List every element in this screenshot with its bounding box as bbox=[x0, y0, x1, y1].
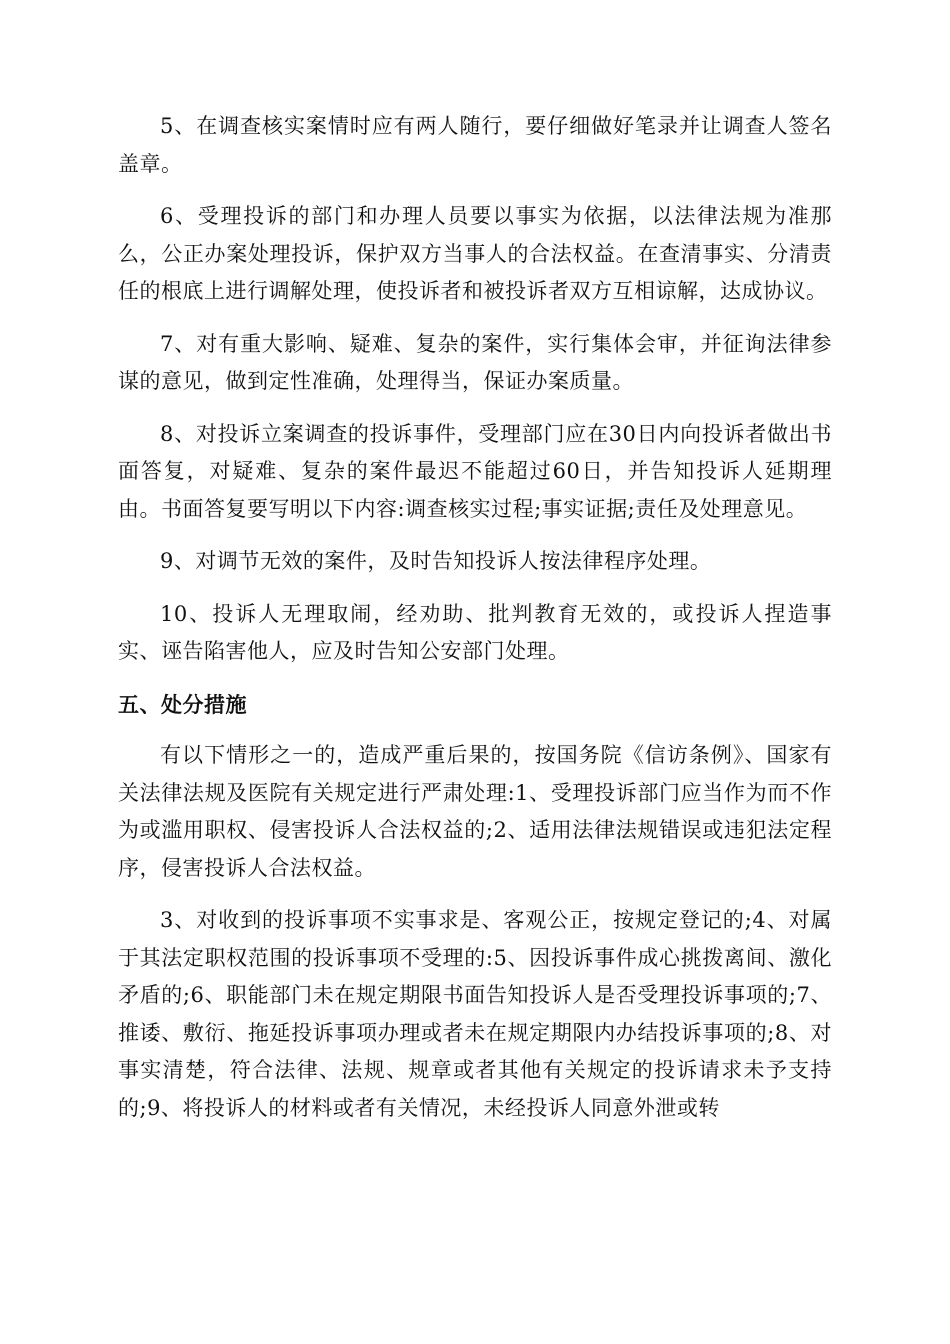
paragraph-item-10: 10、投诉人无理取闹，经劝助、批判教育无效的，或投诉人捏造事实、诬告陷害他人，应及时告知公安部门处理。 bbox=[118, 601, 832, 663]
paragraph-item-6: 6、受理投诉的部门和办理人员要以事实为依据，以法律法规为准那么，公正办案处理投诉，保护双方当事人的合法权益。在查清事实、分清责任的根底上进行调解处理，使投诉者和被投诉者双方互相谅解，达成协议。 bbox=[118, 204, 832, 303]
paragraph-item-5: 5、在调查核实案情时应有两人随行，要仔细做好笔录并让调查人签名盖章。 bbox=[118, 114, 832, 176]
paragraph-item-8: 8、对投诉立案调查的投诉事件，受理部门应在30日内向投诉者做出书面答复，对疑难、复杂的案件最迟不能超过60日，并告知投诉人延期理由。书面答复要写明以下内容:调查核实过程;事实证据;责任及处理意见。 bbox=[118, 421, 832, 521]
paragraph-penalty-list: 3、对收到的投诉事项不实事求是、客观公正，按规定登记的;4、对属于其法定职权范围的投诉事项不受理的:5、因投诉事件成心挑拨离间、激化矛盾的;6、职能部门未在规定期限书面告知投诉人是否受理投诉事项的;7、推诿、敷衍、拖延投诉事项办理或者未在规定期限内办结投诉事项的;8、对事实清楚，符合法律、法规、规章或者其他有关规定的投诉请求未予支持的;9、将投诉人的材料或者有关情况，未经投诉人同意外泄或转 bbox=[118, 908, 832, 1120]
paragraph-item-7: 7、对有重大影响、疑难、复杂的案件，实行集体会审，并征询法律参谋的意见，做到定性准确，处理得当，保证办案质量。 bbox=[118, 331, 832, 393]
paragraph-penalty-intro: 有以下情形之一的，造成严重后果的，按国务院《信访条例》、国家有关法律法规及医院有关规定进行严肃处理:1、受理投诉部门应当作为而不作为或滥用职权、侵害投诉人合法权益的;2、适用法律法规错误或违犯法定程序，侵害投诉人合法权益。 bbox=[118, 743, 832, 880]
paragraph-item-9: 9、对调节无效的案件，及时告知投诉人按法律程序处理。 bbox=[160, 549, 712, 573]
section-heading: 五、处分措施 bbox=[118, 691, 247, 717]
